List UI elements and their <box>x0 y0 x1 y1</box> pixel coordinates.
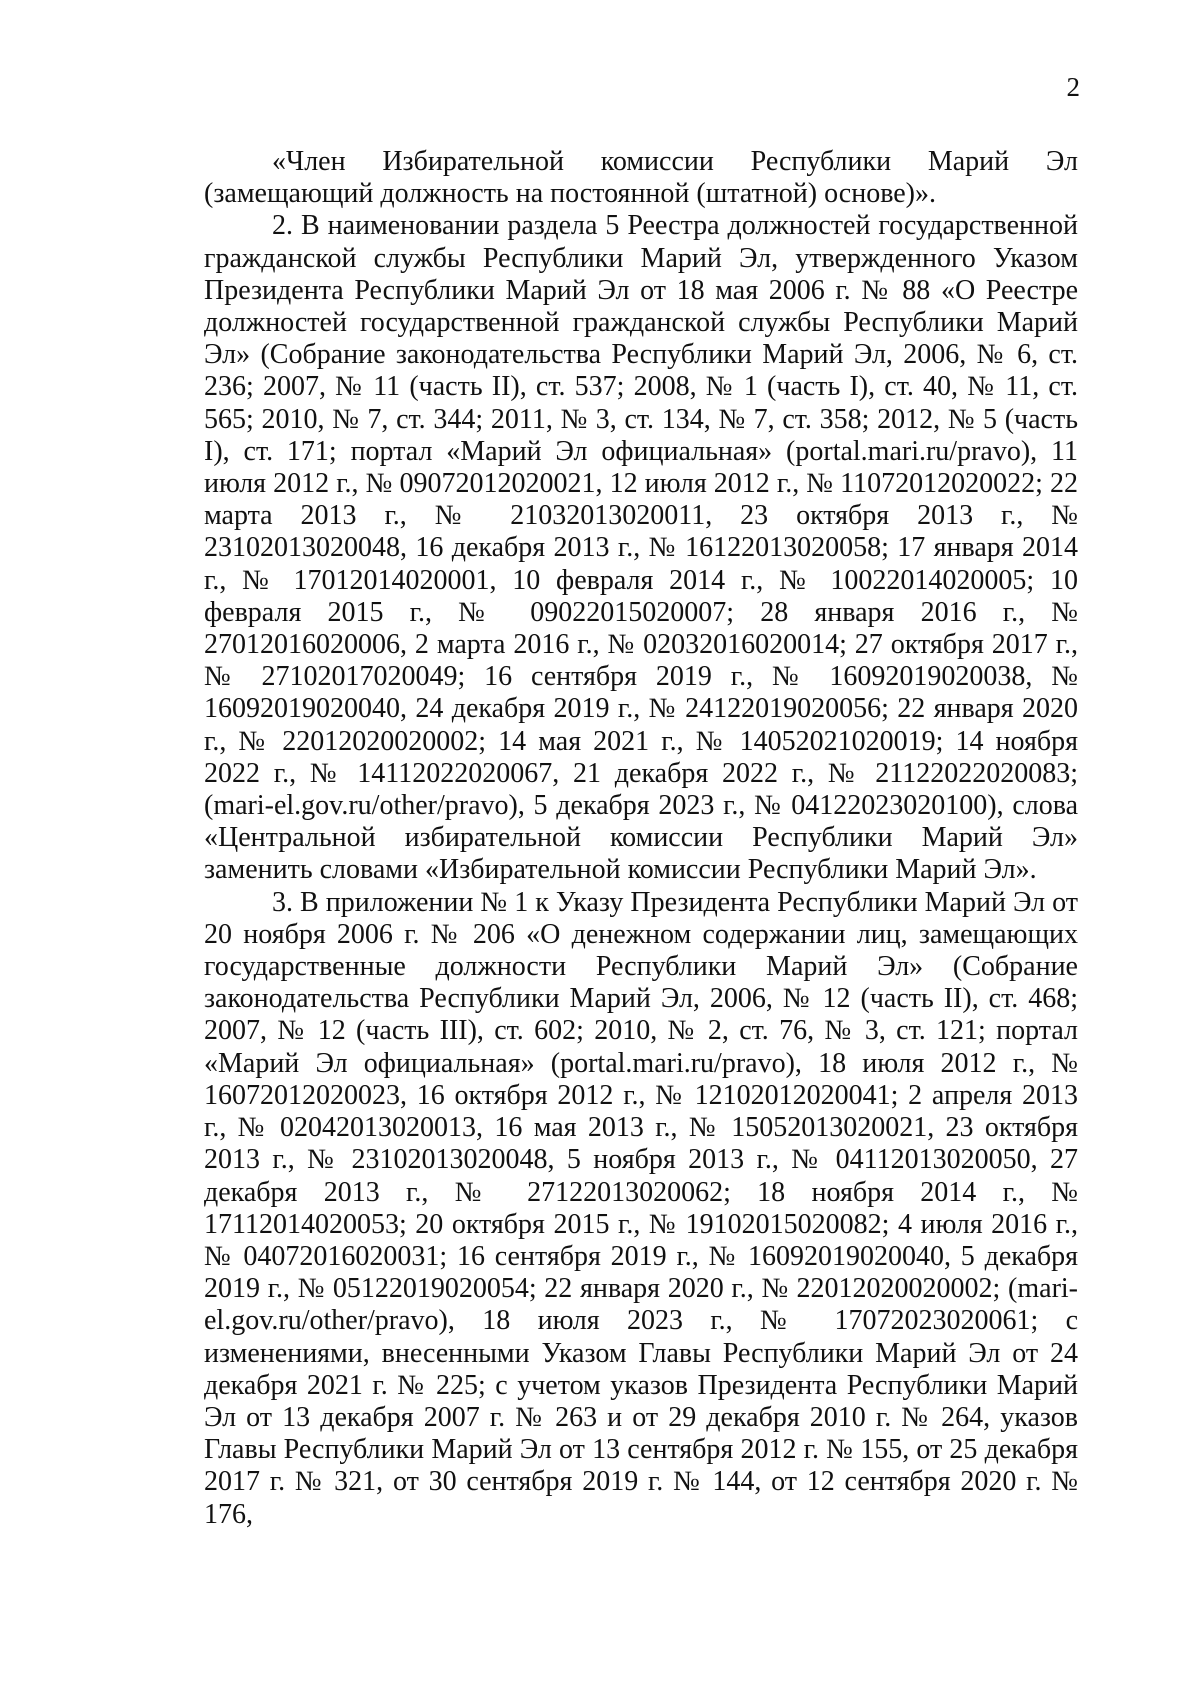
paragraph-item-3: 3. В приложении № 1 к Указу Президента Республики Марий Эл от 20 ноября 2006 г. № 206 «О денежном содержании лиц, замещающих государственные должности Республики Марий Эл» (Собрание законодательства Республики Марий Эл, 2006, № 12 (часть II), ст. 468; 2007, № 12 (часть III), ст. 602; 2010, № 2, ст. 76, № 3, ст. 121; портал «Марий Эл официальная» (portal.mari.ru/pravo), 18 июля 2012 г., № 16072012020023, 16 октября 2012 г., № 12102012020041; 2 апреля 2013 г., № 02042013020013, 16 мая 2013 г., № 15052013020021, 23 октября 2013 г., № 23102013020048, 5 ноября 2013 г., № 04112013020050, 27 декабря 2013 г., № 27122013020062; 18 ноября 2014 г., № 17112014020053; 20 октября 2015 г., № 19102015020082; 4 июля 2016 г., № 04072016020031; 16 сентября 2019 г., № 16092019020040, 5 декабря 2019 г., № 05122019020054; 22 января 2020 г., № 22012020020002; (mari-el.gov.ru/other/pravo), 18 июля 2023 г., № 17072023020061; с изменениями, внесенными Указом Главы Республики Марий Эл от 24 декабря 2021 г. № 225; с учетом указов Президента Республики Марий Эл от 13 декабря 2007 г. № 263 и от 29 декабря 2010 г. № 264, указов Главы Республики Марий Эл от 13 сентября 2012 г. № 155, от 25 декабря 2017 г. № 321, от 30 сентября 2019 г. № 144, от 12 сентября 2020 г. № 176, <box>204 886 1078 1530</box>
page-number: 2 <box>1066 72 1080 102</box>
paragraph-member-title: «Член Избирательной комиссии Республики Марий Эл (замещающий должность на постоянной (штатной) основе)». <box>204 146 1078 210</box>
document-body <box>204 146 1078 1531</box>
paragraph-item-2: 2. В наименовании раздела 5 Реестра должностей государственной гражданской службы Республики Марий Эл, утвержденного Указом Президента Республики Марий Эл от 18 мая 2006 г. № 88 «О Реестре должностей государственной гражданской службы Республики Марий Эл» (Собрание законодательства Республики Марий Эл, 2006, № 6, ст. 236; 2007, № 11 (часть II), ст. 537; 2008, № 1 (часть I), ст. 40, № 11, ст. 565; 2010, № 7, ст. 344; 2011, № 3, ст. 134, № 7, ст. 358; 2012, № 5 (часть I), ст. 171; портал «Марий Эл официальная» (portal.mari.ru/pravo), 11 июля 2012 г., № 09072012020021, 12 июля 2012 г., № 11072012020022; 22 марта 2013 г., № 21032013020011, 23 октября 2013 г., № 23102013020048, 16 декабря 2013 г., № 16122013020058; 17 января 2014 г., № 17012014020001, 10 февраля 2014 г., № 10022014020005; 10 февраля 2015 г., № 09022015020007; 28 января 2016 г., № 27012016020006, 2 марта 2016 г., № 02032016020014; 27 октября 2017 г., № 27102017020049; 16 сентября 2019 г., № 16092019020038, № 16092019020040, 24 декабря 2019 г., № 24122019020056; 22 января 2020 г., № 22012020020002; 14 мая 2021 г., № 14052021020019; 14 ноября 2022 г., № 14112022020067, 21 декабря 2022 г., № 21122022020083; (mari-el.gov.ru/other/pravo), 5 декабря 2023 г., № 04122023020100), слова «Центральной избирательной комиссии Республики Марий Эл» заменить словами «Избирательной комиссии Республики Марий Эл». <box>204 210 1078 886</box>
